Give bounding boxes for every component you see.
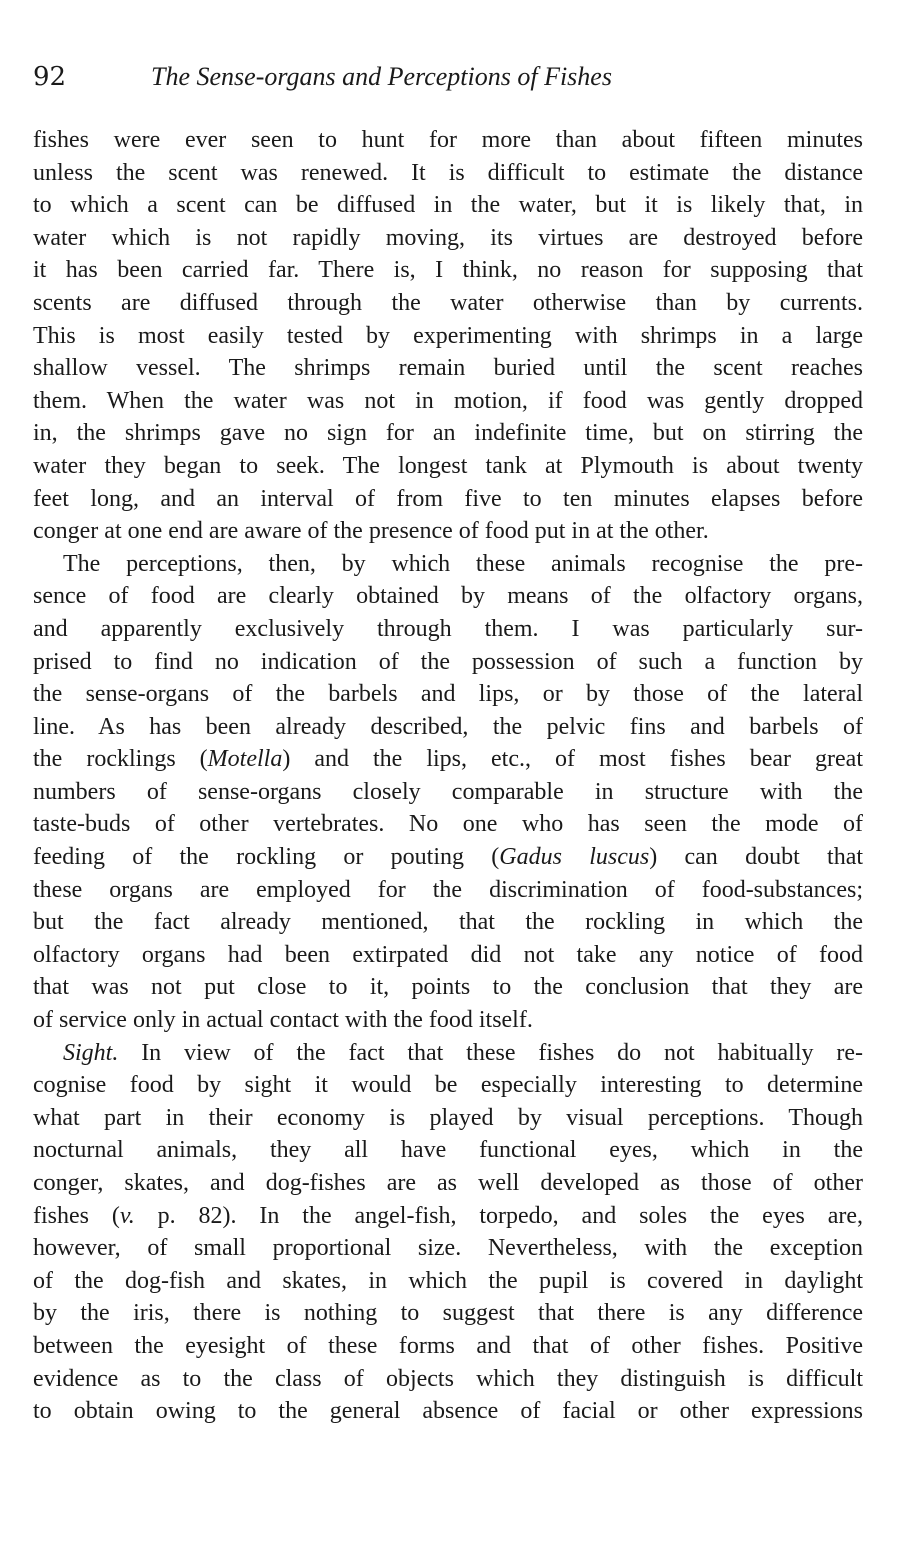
text-line: them. When the water was not in motion, if food was gently dropped xyxy=(33,387,863,414)
text-line: between the eyesight of these forms and that of other fishes. Positive xyxy=(33,1332,863,1359)
text-line: but the fact already mentioned, that the rockling in which the xyxy=(33,909,863,936)
page-number: 92 xyxy=(33,62,67,92)
text-line: This is most easily tested by experimenting with shrimps in a large xyxy=(33,322,863,349)
text-line: fishes were ever seen to hunt for more than about fifteen minutes xyxy=(33,127,863,153)
page-header xyxy=(33,62,863,106)
text-line: conger, skates, and dog-fishes are as well developed as those of other xyxy=(33,1170,863,1196)
text-line: what part in their economy is played by visual perceptions. Though xyxy=(33,1104,863,1131)
text-line: of the dog-fish and skates, in which the pupil is covered in daylight xyxy=(33,1267,863,1294)
running-title: The Sense-organs and Perceptions of Fishes xyxy=(151,62,612,91)
text-line: water they began to seek. The longest tank at Plymouth is about twenty xyxy=(33,452,863,479)
text-line: line. As has been already described, the pelvic fins and barbels of xyxy=(33,713,863,740)
text-line: nocturnal animals, they all have functional eyes, which in the xyxy=(33,1137,863,1164)
text-line: and apparently exclusively through them. I was particularly sur- xyxy=(33,615,863,642)
text-line: taste-buds of other vertebrates. No one who has seen the mode of xyxy=(33,811,863,838)
text-line: fishes (v. p. 82). In the angel-fish, torpedo, and soles the eyes are, xyxy=(33,1202,863,1229)
text-line: feet long, and an interval of from five to ten minutes elapses before xyxy=(33,485,863,512)
text-line: conger at one end are aware of the presence of food put in at the other. xyxy=(33,518,709,545)
body-text xyxy=(33,124,863,1428)
book-page xyxy=(33,62,863,1428)
text-line: shallow vessel. The shrimps remain buried until the scent reaches xyxy=(33,355,863,382)
text-line: to obtain owing to the general absence of facial or other expressions xyxy=(33,1398,863,1425)
text-line: these organs are employed for the discrimination of food-substances; xyxy=(33,876,863,903)
text-line: Sight. In view of the fact that these fishes do not habitually re- xyxy=(63,1039,863,1066)
text-line: numbers of sense-organs closely comparable in structure with the xyxy=(33,778,863,805)
text-line: to which a scent can be diffused in the water, but it is likely that, in xyxy=(33,192,863,219)
text-line: evidence as to the class of objects which they distinguish is difficult xyxy=(33,1365,863,1392)
text-line: that was not put close to it, points to the conclusion that they are xyxy=(33,974,863,1001)
text-line: in, the shrimps gave no sign for an indefinite time, but on stirring the xyxy=(33,420,863,447)
text-line: it has been carried far. There is, I think, no reason for supposing that xyxy=(33,257,863,284)
text-line: prised to find no indication of the possession of such a function by xyxy=(33,648,863,675)
text-line: by the iris, there is nothing to suggest that there is any difference xyxy=(33,1300,863,1327)
text-line: of service only in actual contact with the food itself. xyxy=(33,1007,533,1034)
text-line: however, of small proportional size. Nevertheless, with the exception xyxy=(33,1235,863,1262)
text-line: sence of food are clearly obtained by means of the olfactory organs, xyxy=(33,583,863,610)
text-line: unless the scent was renewed. It is difficult to estimate the distance xyxy=(33,159,863,186)
text-line: olfactory organs had been extirpated did not take any notice of food xyxy=(33,941,863,968)
text-line: water which is not rapidly moving, its virtues are destroyed before xyxy=(33,224,863,251)
text-line: feeding of the rockling or pouting (Gadus luscus) can doubt that xyxy=(33,844,864,871)
text-line: scents are diffused through the water otherwise than by currents. xyxy=(33,289,863,316)
text-line: cognise food by sight it would be especially interesting to determine xyxy=(33,1072,863,1099)
text-line: the rocklings (Motella) and the lips, etc., of most fishes bear great xyxy=(33,746,863,773)
text-line: the sense-organs of the barbels and lips, or by those of the lateral xyxy=(33,681,863,708)
text-line: The perceptions, then, by which these animals recognise the pre- xyxy=(63,550,863,577)
